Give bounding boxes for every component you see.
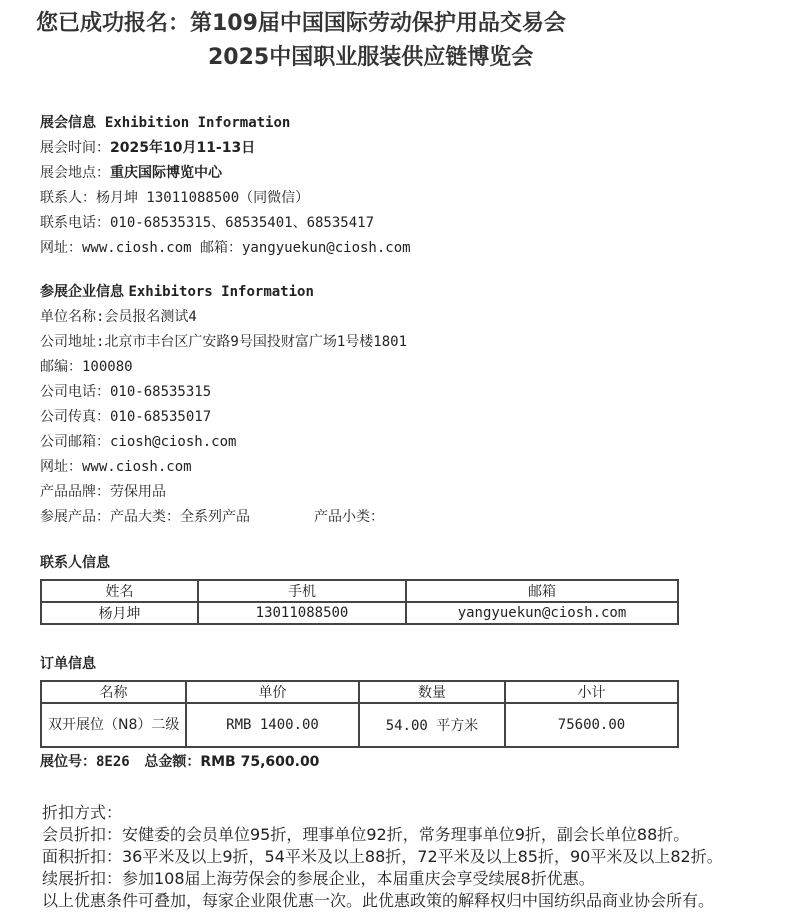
exhibitor-info-section: [40, 280, 407, 530]
exhibition-venue-label: 展会地点：: [40, 165, 110, 181]
exhibitor-zip: 邮编：100080: [40, 359, 133, 375]
discount-section: [42, 802, 723, 912]
exhibition-venue: [40, 161, 411, 186]
exhibitor-products-sub: 产品小类：: [314, 509, 384, 525]
exhibition-web: 网址：www.ciosh.com 邮箱：yangyuekun@ciosh.com: [40, 240, 411, 256]
exhibition-time: [40, 136, 411, 161]
exhibition-info-section: [40, 111, 411, 261]
exhibition-time-value: 2025年10月11-13日: [110, 140, 256, 156]
total-amount: RMB 75,600.00: [200, 754, 320, 770]
page-title: 您已成功报名：第109届中国国际劳动保护用品交易会: [36, 11, 566, 36]
exhibition-contact: 联系人：杨月坤 13011088500（同微信）: [40, 190, 310, 206]
exhibitor-web: 网址：www.ciosh.com: [40, 459, 192, 475]
order-col-price: 单价: [186, 681, 359, 703]
order-table: [40, 680, 679, 748]
discount-renewal: 续展折扣：参加108届上海劳保会的参展企业，本届重庆会享受续展8折优惠。: [42, 869, 595, 888]
exhibitor-brand: 产品品牌：劳保用品: [40, 484, 166, 500]
booth-number: 8E26: [96, 754, 130, 770]
contacts-table: [40, 579, 679, 625]
contact-name-cell: 杨月坤: [41, 602, 198, 624]
exhibition-heading-en: Exhibition Information: [104, 115, 291, 131]
booth-label: 展位号：: [40, 754, 96, 770]
exhibitor-address: 公司地址:北京市丰台区广安路9号国投财富广场1号楼1801: [40, 334, 407, 350]
exhibitor-heading-en: Exhibitors Information: [128, 284, 314, 300]
contacts-col-mobile: 手机: [198, 580, 406, 602]
exhibitor-name: 单位名称:会员报名测试4: [40, 309, 197, 325]
page-subtitle: 2025中国职业服装供应链博览会: [208, 45, 534, 70]
exhibitor-heading: [40, 280, 407, 305]
order-header-row: [41, 681, 678, 703]
exhibitor-products-main: 参展产品：产品大类：全系列产品: [40, 509, 250, 525]
exhibition-time-label: 展会时间：: [40, 140, 110, 156]
exhibitor-products: [40, 505, 407, 530]
order-summary: [40, 750, 319, 775]
exhibition-heading: [40, 111, 411, 136]
total-label: 总金额：: [144, 754, 201, 770]
order-item-name-cell: 双开展位（N8）二级: [41, 703, 186, 747]
discount-area: 面积折扣：36平米及以上9折，54平米及以上88折，72平米及以上85折，90平米及以上82折。: [42, 847, 723, 866]
discount-member: 会员折扣：安健委的会员单位95折，理事单位92折，常务理事单位9折，副会长单位88折。: [42, 825, 690, 844]
exhibition-heading-cn: 展会信息: [40, 115, 96, 131]
contacts-heading: 联系人信息: [40, 555, 110, 571]
exhibitor-heading-cn: 参展企业信息: [40, 284, 124, 300]
contacts-header-row: [41, 580, 678, 602]
order-col-name: 名称: [41, 681, 186, 703]
order-unit-price-cell: RMB 1400.00: [186, 703, 359, 747]
order-col-qty: 数量: [359, 681, 505, 703]
contacts-col-name: 姓名: [41, 580, 198, 602]
order-heading: 订单信息: [40, 656, 96, 672]
contacts-col-email: 邮箱: [406, 580, 678, 602]
exhibitor-fax: 公司传真：010-68535017: [40, 409, 212, 425]
exhibitor-email: 公司邮箱：ciosh@ciosh.com: [40, 434, 237, 450]
order-col-subtotal: 小计: [505, 681, 678, 703]
contact-mobile-cell: 13011088500: [198, 602, 406, 624]
order-quantity-cell: 54.00 平方米: [359, 703, 505, 747]
exhibitor-tel: 公司电话：010-68535315: [40, 384, 212, 400]
contact-email-cell: yangyuekun@ciosh.com: [406, 602, 678, 624]
table-row: [41, 703, 678, 747]
discount-title: 折扣方式：: [42, 803, 123, 822]
table-row: [41, 602, 678, 624]
exhibition-venue-value: 重庆国际博览中心: [110, 165, 222, 181]
exhibition-phone: 联系电话：010-68535315、68535401、68535417: [40, 215, 375, 231]
order-subtotal-cell: 75600.00: [505, 703, 678, 747]
discount-note: 以上优惠条件可叠加，每家企业限优惠一次。此优惠政策的解释权归中国纺织品商业协会所有。: [42, 891, 715, 910]
